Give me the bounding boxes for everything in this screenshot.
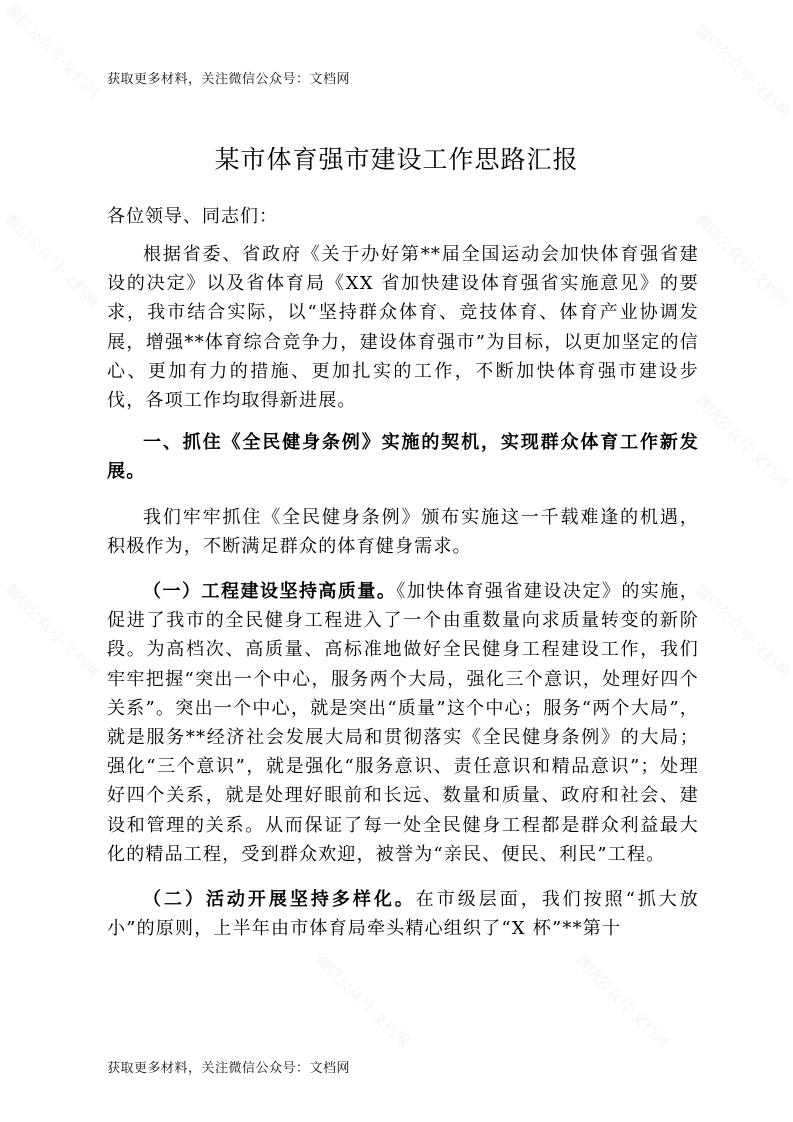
subsection-1-heading: （一）工程建设坚持高质量。: [143, 581, 397, 603]
document-title: 某市体育强市建设工作思路汇报: [214, 145, 579, 174]
watermark-text: 微信公众号·文档网: [1, 580, 103, 682]
section-heading-1: 一、抓住《全民健身条例》实施的契机，实现群众体育工作新发展。: [107, 432, 699, 483]
intro-paragraph: 根据省委、省政府《关于办好第**届全国运动会加快体育强省建设的决定》以及省体育局《XX 省加快建设体育强省实施意见》的要求，我市结合实际，以“坚持群众体育、竞技体育、体育产业协调发展，增强**体育综合竞争力，建设体育强市”为目标，以更加坚定的信心、更加有力的措施、更加扎实的工作，不断加快体育强市建设步伐，各项工作均取得新进展。: [107, 244, 699, 412]
watermark-text: 微信公众号·文档网: [691, 580, 793, 682]
watermark-text: 微信公众号·文档网: [691, 390, 793, 492]
subsection-2-heading: （二）活动开展坚持多样化。: [143, 889, 416, 911]
watermark-text: 微信公众号·文档网: [691, 20, 793, 122]
subsection-1-text: 《加快体育强省建设决定》的实施，促进了我市的全民健身工程进入了一个由重数量向求质量转变的新阶段。为高档次、高质量、高标准地做好全民健身工程建设工作，我们牢牢把握“突出一个中心，服务两个大局，强化三个意识，处理好四个关系”。突出一个中心，就是突出“质量”这个中心；服务“两个大局”，就是服务**经济社会发展大局和贯彻落实《全民健身条例》的大局；强化“三个意识”，就是强化“服务意识、责任意识和精品意识”；处理好四个关系，就是处理好眼前和长远、数量和质量、政府和社会、建设和管理的关系。从而保证了每一处全民健身工程都是群众利益最大化的精品工程，受到群众欢迎，被誉为“亲民、便民、利民”工程。: [107, 581, 699, 865]
page-header: 获取更多材料，关注微信公众号：文档网: [107, 72, 351, 87]
subsection-2-paragraph: [107, 885, 699, 943]
watermark-text: 微信公众号·文档网: [691, 210, 793, 312]
document-body: [107, 240, 699, 943]
watermark-text: 微信公众号·文档网: [1, 210, 103, 312]
watermark-text: 微信公众号·文档网: [311, 950, 413, 1052]
watermark-text: 微信公众号·文档网: [1, 0, 103, 102]
page-footer: 获取更多材料，关注微信公众号：文档网: [107, 1061, 351, 1076]
salutation: 各位领导、同志们：: [107, 206, 278, 227]
subsection-2-text: 在市级层面，我们按照“抓大放小”的原则，上半年由市体育局牵头精心组织了“X 杯”**第十: [107, 889, 699, 940]
section-1-paragraph: 我们牢牢抓住《全民健身条例》颁布实施这一千载难逢的机遇，积极作为，不断满足群众的体育健身需求。: [107, 506, 699, 557]
watermark-text: 微信公众号·文档网: [571, 950, 673, 1052]
subsection-1-paragraph: [107, 577, 699, 869]
